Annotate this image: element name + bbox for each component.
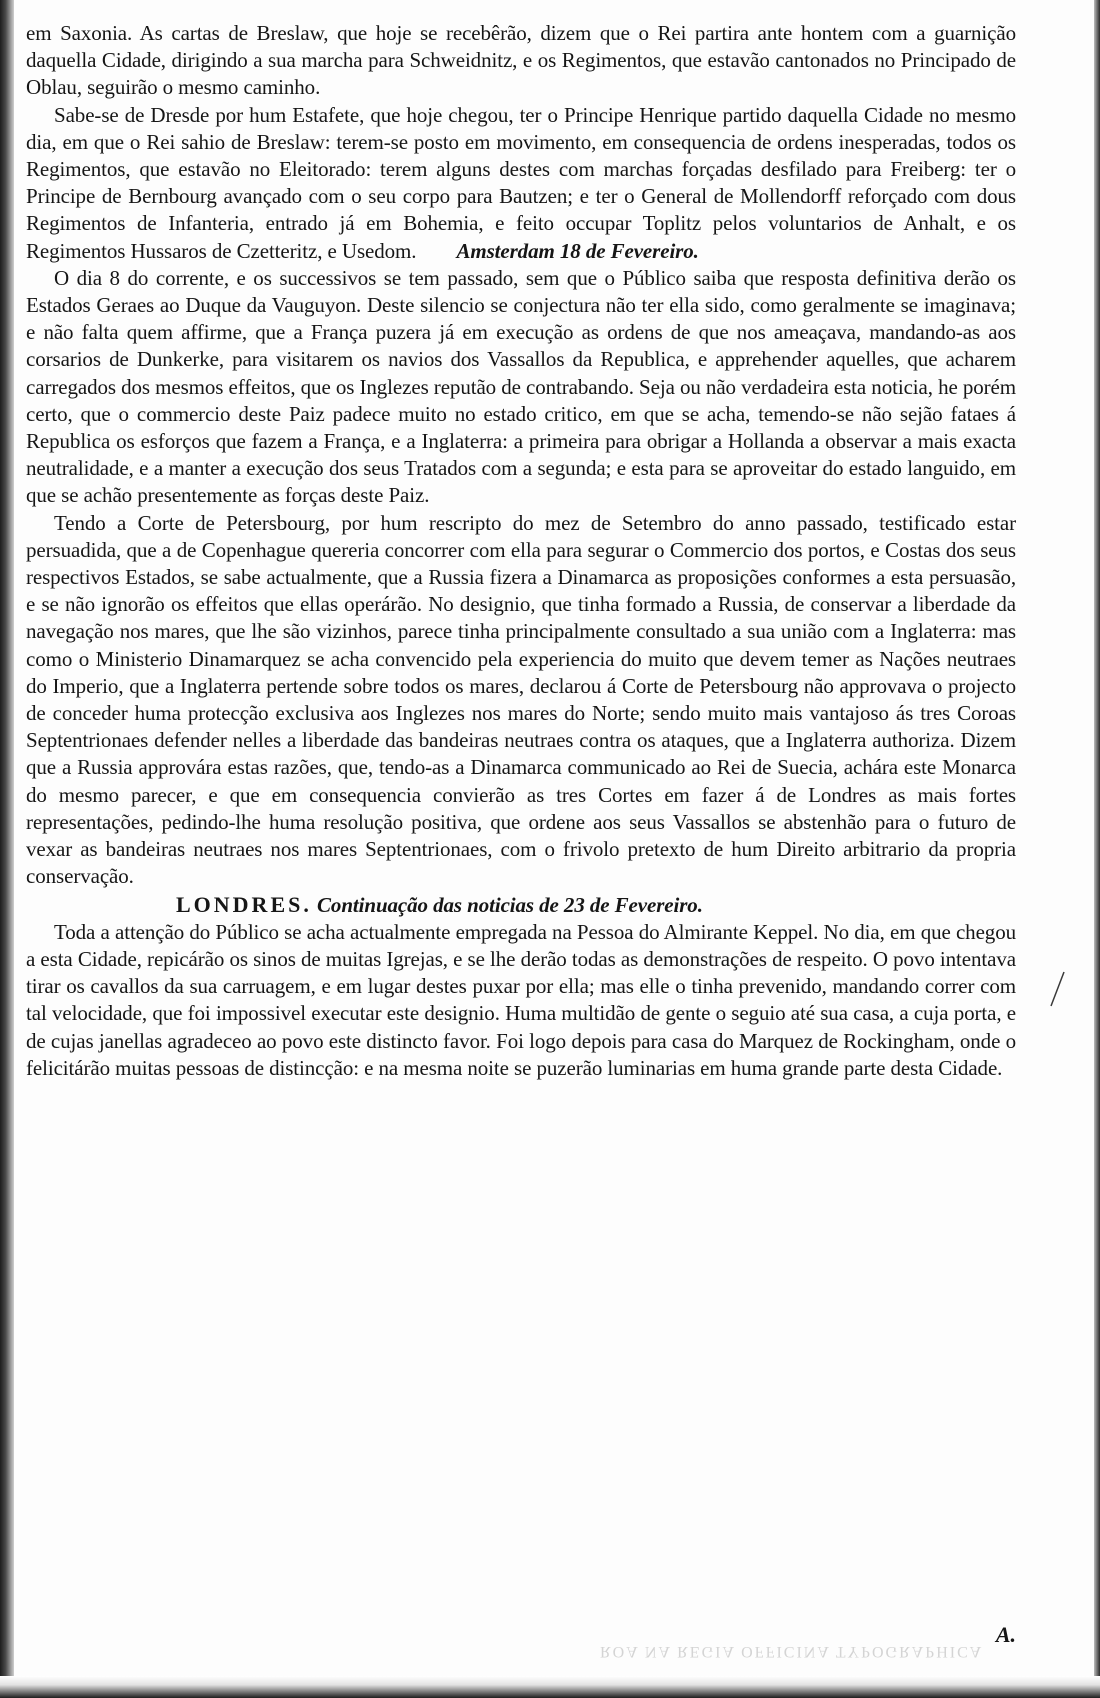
paragraph-petersbourg: Tendo a Corte de Petersbourg, por hum rescripto do mez de Setembro do anno passado, testificado estar persuadida, que a de Copenhague quereria concorrer com ella para segurar o Commercio dos portos, e Costas dos seus respectivos Estados, se sabe actualmente, que a Russia fizera a Dinamarca as proposições conformes a esta persuasão, e se não ignorão os effeitos que ellas operárão. No designio, que tinha formado a Russia, de conservar a liberdade da navegação nos mares, que lhe são vizinhos, parece tinha principalmente consultado a sua união com a Inglaterra: mas como o Ministerio Dinamarquez se acha convencido pela experiencia do muito que devem temer as Nações neutraes do Imperio, que a Inglaterra pertende sobre todos os mares, declarou á Corte de Petersbourg não approvava o projecto de conceder huma protecção exclusiva aos Inglezes nos mares do Norte; sendo muito mais vantajoso ás tres Coroas Septentrionaes defender nelles a liberdade das bandeiras neutraes contra os ataques, que a Inglaterra authoriza. Dizem que a Russia approvára estas razões, que, tendo-as a Dinamarca communicado ao Rei de Suecia, achára este Monarca do mesmo parecer, e que em consequencia convierão as tres Cortes em fazer á de Londres as mais fortes representações, pedindo-lhe huma resolução positiva, que ordene aos seus Vassallos se abstenhão para o futuro de vexar as bandeiras neutraes nos mares Septentrionaes, com o frivolo pretexto de hum Direito arbitrario da propria conservação. [26,510,1016,889]
bleed-through-text: ROA NA REGIA OFFICINA TYPOGRAPHICA [600,1643,984,1660]
page-edge-shadow [1094,0,1100,1698]
paragraph-dresde [26,102,1016,265]
heading-subtitle: Continuação das noticias de 23 de Fevereiro. [317,892,703,917]
page-bottom-shadow [0,1676,1100,1698]
dateline-amsterdam: Amsterdam 18 de Fevereiro. [456,238,699,263]
paragraph-breslaw: em Saxonia. As cartas de Breslaw, que hoje se recebêrão, dizem que o Rei partira ante hontem com a guarnição daquella Cidade, dirigindo a sua marcha para Schweidnitz, e os Regimentos, que estavão cantonados no Principado de Oblau, seguirão o mesmo caminho. [26,21,1016,100]
paragraph-keppel: Toda a attenção do Público se acha actualmente empregada na Pessoa do Almirante Keppel. No dia, em que chegou a esta Cidade, repicárão os sinos de muitas Igrejas, e se lhe derão todas as demonstrações de respeito. O povo intentava tirar os cavallos da sua carruagem, e em lugar destes puxar por ella; mas elle o tinha prevenido, mandando correr com tal velocidade, que foi impossivel executar este designio. Huma multidão de gente o seguio até sua casa, a cuja porta, e de cujas janellas agradeceo ao povo este distincto favor. Foi logo depois para casa do Marquez de Rockingham, onde o felicitárão muitas pessoas de distincção: e na mesma noite se puzerão luminarias em huma grande parte desta Cidade. [26,919,1016,1080]
page-binding-shadow [0,0,14,1698]
text-column [26,20,1016,1082]
heading-city: LONDRES. [176,891,312,917]
paragraph-dresde-text: Sabe-se de Dresde por hum Estafete, que hoje chegou, ter o Principe Henrique partido daquella Cidade no mesmo dia, em que o Rei sahio de Breslaw: terem-se posto em movimento, em consequencia de ordens inesperadas, todos os Regimentos, que estavão no Eleitorado: terem alguns destes com marchas forçadas desfilado para Freiberg: ter o Principe de Bernbourg avançado com o seu corpo para Bautzen; e ter o General de Mollendorff reforçado com dous Regimentos de Infanteria, entrado já em Bohemia, e feito occupar Toplitz pelos voluntarios de Anhalt, e os Regimentos Hussaros de Czetteritz, e Usedom. [26,102,1016,263]
paragraph-estados-geraes: O dia 8 do corrente, e os successivos se tem passado, sem que o Público saiba que resposta definitiva derão os Estados Geraes ao Duque da Vauguyon. Deste silencio se conjectura não ter ella sido, como geralmente se imaginava; e não falta quem affirme, que a França puzera já em execução as ordens de que nos ameaçava, mandando-as aos corsarios de Dunkerke, para visitarem os navios dos Vassallos da Republica, e apprehender aquelles, que acharem carregados dos mesmos effeitos, que os Inglezes reputão de contrabando. Seja ou não verdadeira esta noticia, he porém certo, que o commercio deste Paiz padece muito no estado critico, em que se acha, temendo-se não sejão fataes á Republica os esforços que fazem a França, e a Inglaterra: a primeira para obrigar a Hollanda a observar a mais exacta neutralidade, e a manter a execução dos seus Tratados com a segunda; e esta para se aproveitar do estado languido, em que se achão presentemente as forças deste Paiz. [26,265,1016,508]
pen-stroke-mark [1048,970,1066,1008]
london-heading [26,891,1016,919]
catchword: A. [995,1622,1016,1647]
